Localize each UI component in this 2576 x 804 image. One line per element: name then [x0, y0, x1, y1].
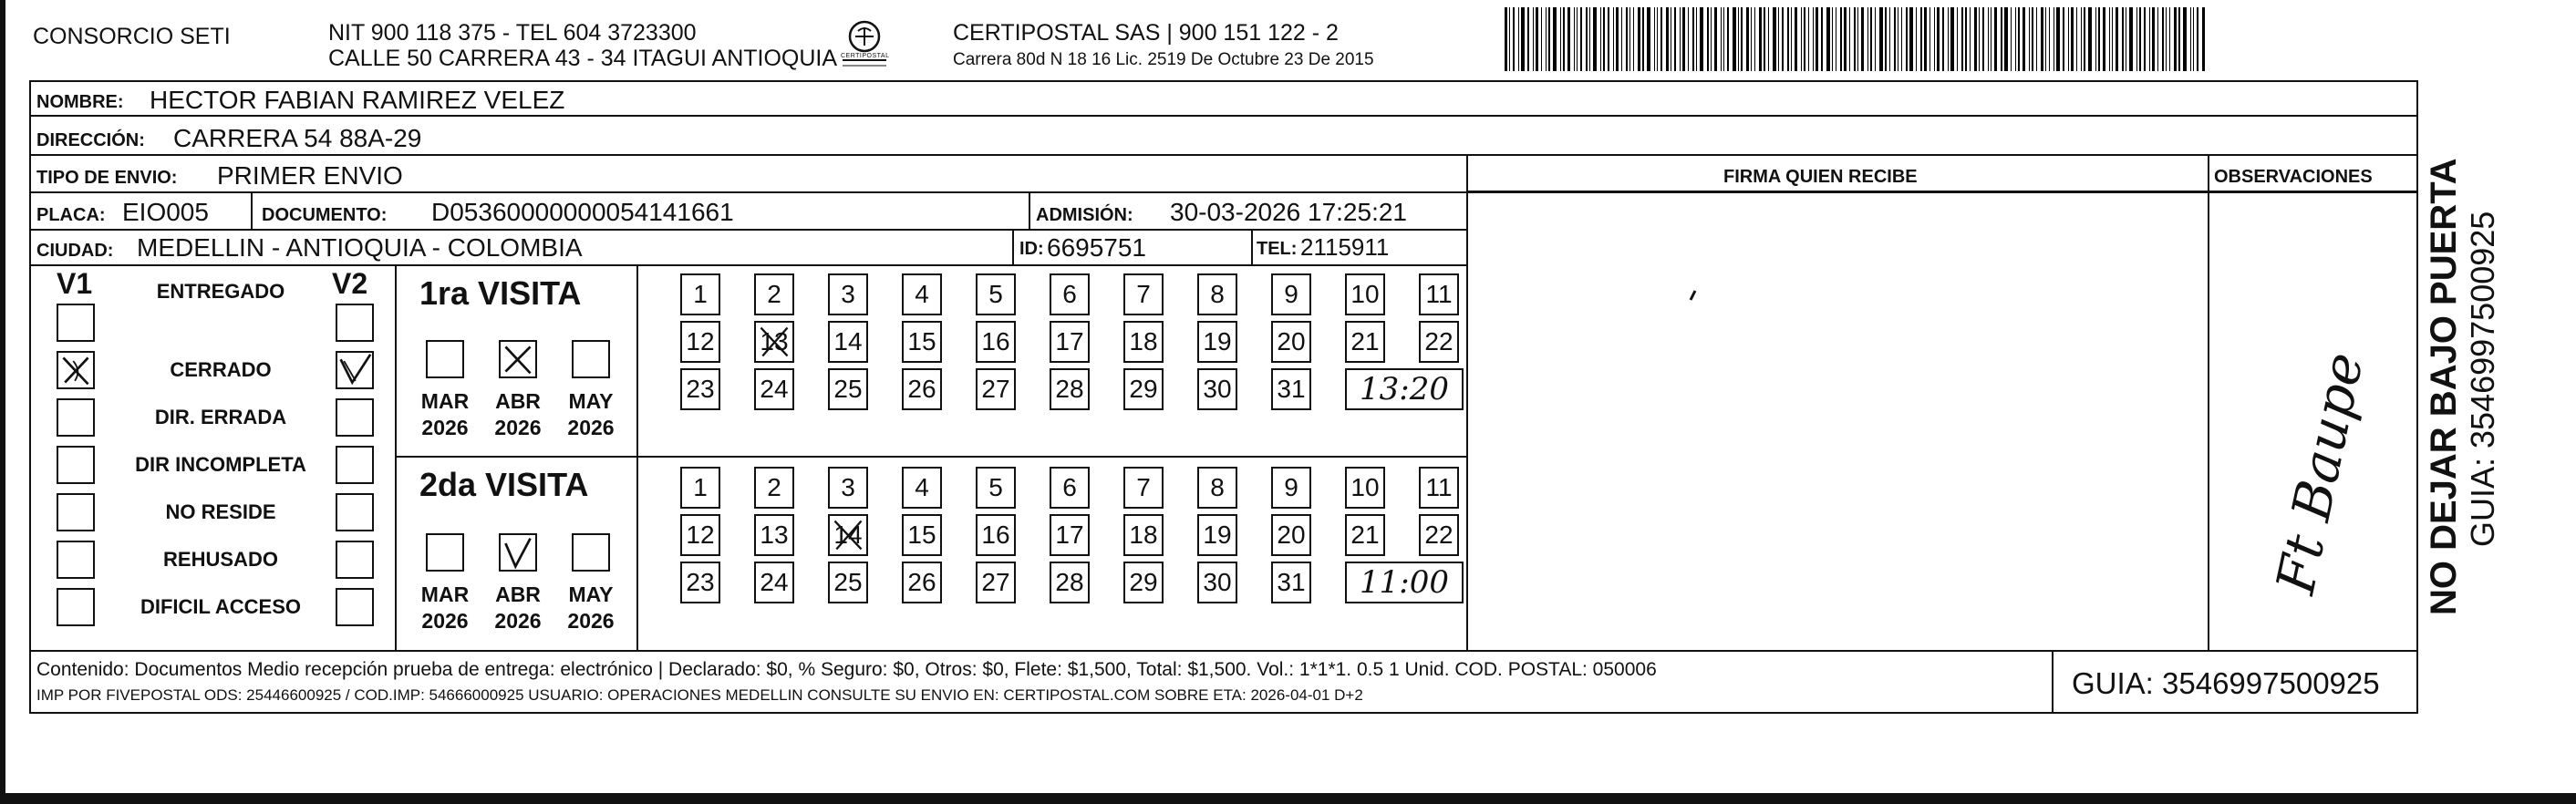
- signature-firma-area: [1687, 287, 1705, 305]
- day-cell[interactable]: 2: [754, 273, 794, 315]
- status-option-label: ENTREGADO: [156, 280, 285, 303]
- day-cell[interactable]: 9: [1271, 273, 1311, 315]
- documento-value: D05360000000054141661: [431, 198, 734, 226]
- day-cell[interactable]: 14: [828, 321, 868, 363]
- v2-checkbox[interactable]: [336, 588, 374, 626]
- day-cell[interactable]: 14: [828, 514, 868, 556]
- status-option-label: CERRADO: [170, 358, 272, 381]
- day-cell[interactable]: 3: [828, 273, 868, 315]
- v1-checkbox[interactable]: [57, 541, 95, 579]
- day-cell[interactable]: 10: [1345, 273, 1385, 315]
- barcode: [1505, 7, 2207, 71]
- day-cell[interactable]: 11: [1419, 273, 1459, 315]
- v1-checkbox[interactable]: [57, 493, 95, 531]
- side-guia: GUIA: 3546997500925: [2464, 211, 2501, 547]
- day-cell[interactable]: 31: [1271, 368, 1311, 410]
- v1-checkbox[interactable]: [57, 304, 95, 342]
- ciudad-label: CIUDAD:: [36, 241, 114, 261]
- day-cell[interactable]: 7: [1123, 273, 1164, 315]
- day-cell[interactable]: 1: [680, 467, 720, 509]
- visit-time[interactable]: 11:00: [1345, 562, 1464, 603]
- day-cell[interactable]: 30: [1197, 368, 1237, 410]
- firma-header: FIRMA QUIEN RECIBE: [1723, 167, 1918, 187]
- tipo-envio-value: PRIMER ENVIO: [217, 161, 403, 190]
- day-cell[interactable]: 24: [754, 368, 794, 410]
- month-checkbox[interactable]: [499, 533, 537, 572]
- day-cell[interactable]: 21: [1345, 514, 1385, 556]
- day-cell[interactable]: 6: [1050, 467, 1090, 509]
- day-cell[interactable]: 2: [754, 467, 794, 509]
- day-cell[interactable]: 28: [1050, 368, 1090, 410]
- month-checkbox[interactable]: [426, 533, 464, 572]
- day-cell[interactable]: 10: [1345, 467, 1385, 509]
- visit-time[interactable]: 13:20: [1345, 368, 1464, 410]
- status-option-label: DIR. ERRADA: [154, 406, 287, 428]
- nombre-value: HECTOR FABIAN RAMIREZ VELEZ: [150, 86, 565, 114]
- observaciones-signature: Ft Baupe: [2263, 346, 2376, 600]
- v2-checkbox[interactable]: [336, 493, 374, 531]
- certipostal-logo: [837, 18, 892, 71]
- day-cell[interactable]: 20: [1271, 321, 1311, 363]
- day-cell[interactable]: 15: [902, 514, 942, 556]
- day-cell[interactable]: 23: [680, 368, 720, 410]
- status-option-label: REHUSADO: [163, 548, 278, 571]
- day-cell[interactable]: 22: [1419, 321, 1459, 363]
- v2-checkbox[interactable]: [336, 304, 374, 342]
- day-cell[interactable]: 27: [976, 368, 1016, 410]
- footer-guia: GUIA: 3546997500925: [2072, 666, 2380, 700]
- day-cell[interactable]: 28: [1050, 562, 1090, 603]
- day-cell[interactable]: 16: [976, 514, 1016, 556]
- day-cell[interactable]: 11: [1419, 467, 1459, 509]
- v1-checkbox[interactable]: [57, 588, 95, 626]
- bottom-border-band: [0, 793, 2576, 804]
- day-cell[interactable]: 5: [976, 273, 1016, 315]
- day-cell[interactable]: 15: [902, 321, 942, 363]
- day-cell[interactable]: 12: [680, 514, 720, 556]
- day-cell[interactable]: 8: [1197, 467, 1237, 509]
- status-option-label: DIFICIL ACCESO: [140, 595, 301, 618]
- day-cell[interactable]: 4: [902, 467, 942, 509]
- direccion-value: CARRERA 54 88A-29: [173, 124, 422, 152]
- footer-contenido: Contenido: Documentos Medio recepción prueba de entrega: electrónico | Declarado: $0, % Seguro: $0, Otros: $0, Flete: $1,500, Total: $1,500. Vol.: 1*1*1. 0.5 1 Unid. COD. POSTAL: 050006: [36, 659, 1657, 680]
- day-cell[interactable]: 13: [754, 321, 794, 363]
- day-cell[interactable]: 13: [754, 514, 794, 556]
- license-line: Carrera 80d N 18 16 Lic. 2519 De Octubre 23 De 2015: [953, 50, 1374, 69]
- placa-label: PLACA:: [36, 205, 106, 225]
- day-cell[interactable]: 17: [1050, 321, 1090, 363]
- status-option-label: DIR INCOMPLETA: [135, 453, 306, 476]
- v1-label: V1: [57, 267, 93, 300]
- day-cell[interactable]: 16: [976, 321, 1016, 363]
- nombre-label: NOMBRE:: [36, 92, 124, 112]
- footer-impresion: IMP POR FIVEPOSTAL ODS: 25446600925 / COD.IMP: 54666000925 USUARIO: OPERACIONES MEDELLIN CONSULTE SU ENVIO EN: CERTIPOSTAL.COM SOBRE ETA: 2026-04-01 D+2: [36, 686, 1363, 704]
- day-cell[interactable]: 9: [1271, 467, 1311, 509]
- observaciones-header: OBSERVACIONES: [2214, 167, 2373, 187]
- month-label: MAR 2026: [420, 582, 470, 633]
- side-notice: NO DEJAR BAJO PUERTA: [2424, 158, 2464, 615]
- v2-label: V2: [332, 267, 368, 300]
- month-checkbox[interactable]: [572, 340, 610, 378]
- month-label: MAR 2026: [420, 389, 470, 439]
- day-cell[interactable]: 26: [902, 562, 942, 603]
- day-cell[interactable]: 4: [902, 273, 942, 315]
- v2-checkbox[interactable]: [336, 398, 374, 437]
- day-cell[interactable]: 27: [976, 562, 1016, 603]
- v2-checkbox[interactable]: [336, 351, 374, 389]
- month-label: ABR 2026: [494, 582, 542, 633]
- day-cell[interactable]: 24: [754, 562, 794, 603]
- id-label: ID:: [1019, 239, 1044, 259]
- month-label: MAY 2026: [567, 389, 615, 439]
- day-cell[interactable]: 3: [828, 467, 868, 509]
- direccion-label: DIRECCIÓN:: [36, 130, 145, 150]
- id-value: 6695751: [1047, 233, 1147, 262]
- day-cell[interactable]: 7: [1123, 467, 1164, 509]
- day-cell[interactable]: 29: [1123, 368, 1164, 410]
- placa-value: EIO005: [122, 198, 209, 226]
- day-cell[interactable]: 25: [828, 562, 868, 603]
- day-cell[interactable]: 19: [1197, 321, 1237, 363]
- day-cell[interactable]: 20: [1271, 514, 1311, 556]
- day-cell[interactable]: 18: [1123, 321, 1164, 363]
- company-name: CONSORCIO SETI: [33, 24, 231, 49]
- day-cell[interactable]: 18: [1123, 514, 1164, 556]
- day-cell[interactable]: 1: [680, 273, 720, 315]
- month-checkbox[interactable]: [426, 340, 464, 378]
- address-line: CALLE 50 CARRERA 43 - 34 ITAGUI ANTIOQUIA: [328, 46, 838, 71]
- day-cell[interactable]: 6: [1050, 273, 1090, 315]
- day-cell[interactable]: 19: [1197, 514, 1237, 556]
- month-label: MAY 2026: [567, 582, 615, 633]
- day-cell[interactable]: 23: [680, 562, 720, 603]
- day-cell[interactable]: 30: [1197, 562, 1237, 603]
- month-label: ABR 2026: [494, 389, 542, 439]
- logo-caption: CERTIPOSTAL: [841, 53, 890, 59]
- v1-checkbox[interactable]: [57, 398, 95, 437]
- visit2-title: 2da VISITA: [419, 466, 589, 503]
- day-cell[interactable]: 22: [1419, 514, 1459, 556]
- left-border-band: [0, 0, 5, 804]
- day-cell[interactable]: 25: [828, 368, 868, 410]
- day-cell[interactable]: 12: [680, 321, 720, 363]
- admision-value: 30-03-2026 17:25:21: [1170, 198, 1407, 226]
- day-cell[interactable]: 26: [902, 368, 942, 410]
- status-option-label: NO RESIDE: [165, 500, 276, 523]
- day-cell[interactable]: 31: [1271, 562, 1311, 603]
- v2-checkbox[interactable]: [336, 446, 374, 484]
- v1-checkbox[interactable]: [57, 446, 95, 484]
- day-cell[interactable]: 8: [1197, 273, 1237, 315]
- tipo-envio-label: TIPO DE ENVIO:: [36, 168, 178, 188]
- v2-checkbox[interactable]: [336, 541, 374, 579]
- day-cell[interactable]: 5: [976, 467, 1016, 509]
- nit-line: NIT 900 118 375 - TEL 604 3723300: [328, 20, 697, 46]
- ciudad-value: MEDELLIN - ANTIOQUIA - COLOMBIA: [137, 233, 583, 262]
- month-checkbox[interactable]: [572, 533, 610, 572]
- tel-value: 2115911: [1300, 233, 1390, 261]
- documento-label: DOCUMENTO:: [262, 205, 388, 225]
- admision-label: ADMISIÓN:: [1036, 205, 1133, 225]
- tel-label: TEL:: [1257, 239, 1298, 259]
- day-cell[interactable]: 29: [1123, 562, 1164, 603]
- day-cell[interactable]: 21: [1345, 321, 1385, 363]
- day-cell[interactable]: 17: [1050, 514, 1090, 556]
- v1-checkbox[interactable]: [57, 351, 95, 389]
- visit1-title: 1ra VISITA: [419, 274, 582, 312]
- certipostal-line: CERTIPOSTAL SAS | 900 151 122 - 2: [953, 20, 1339, 46]
- month-checkbox[interactable]: [499, 340, 537, 378]
